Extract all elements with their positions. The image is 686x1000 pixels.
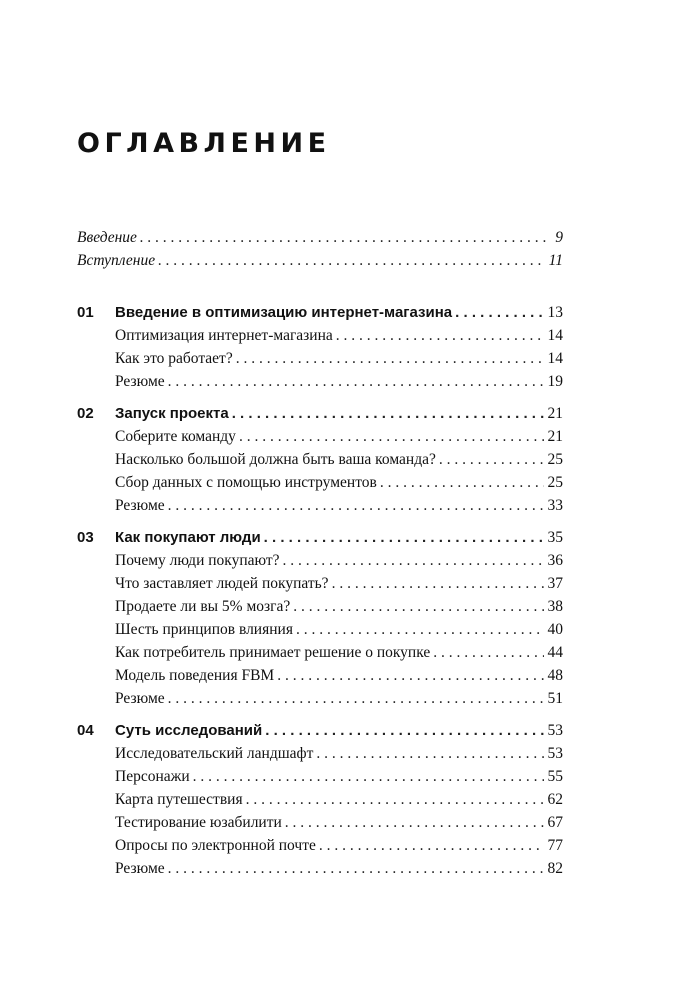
chapter-number: 01 (77, 304, 94, 321)
dot-leader (168, 857, 544, 880)
toc-section[interactable] (77, 471, 563, 494)
toc-page-number: 36 (547, 552, 563, 569)
toc-section[interactable] (77, 618, 563, 641)
toc-page-number: 67 (547, 814, 563, 831)
toc-page-number: 19 (547, 373, 563, 390)
dot-leader (332, 572, 544, 595)
section-title: Исследовательский ландшафт (115, 745, 314, 762)
toc-page-number: 40 (547, 621, 563, 638)
toc-page-number: 53 (547, 745, 563, 762)
dot-leader (316, 742, 543, 765)
toc-page-number: 37 (547, 575, 563, 592)
dot-leader (158, 249, 545, 272)
toc-section[interactable] (77, 324, 563, 347)
toc-section[interactable] (77, 788, 563, 811)
chapter-number: 04 (77, 722, 94, 739)
chapter-number: 03 (77, 529, 94, 546)
chapter-title: Суть исследований (115, 722, 263, 739)
dot-leader (265, 719, 543, 742)
toc-page-number: 77 (547, 837, 563, 854)
section-title: Опросы по электронной почте (115, 837, 316, 854)
dot-leader (232, 402, 544, 425)
toc-page-number: 25 (547, 474, 563, 491)
section-title: Оптимизация интернет-магазина (115, 327, 333, 344)
toc-section[interactable] (77, 370, 563, 393)
toc-page-number: 35 (547, 529, 563, 546)
dot-leader (168, 370, 544, 393)
section-title: Резюме (115, 373, 165, 390)
toc-page-number: 51 (547, 690, 563, 707)
toc-entry-title: Вступление (77, 252, 156, 269)
toc-section[interactable] (77, 664, 563, 687)
toc-page-number: 14 (547, 327, 563, 344)
dot-leader (168, 687, 544, 710)
dot-leader (264, 526, 544, 549)
toc-page-number: 53 (547, 722, 563, 739)
section-title: Персонажи (115, 768, 190, 785)
dot-leader (285, 811, 544, 834)
toc-page-number: 9 (555, 229, 563, 246)
section-title: Как потребитель принимает решение о покупке (115, 644, 431, 661)
toc-chapter-04[interactable] (77, 719, 563, 742)
section-title: Насколько большой должна быть ваша команда? (115, 451, 436, 468)
toc-section[interactable] (77, 448, 563, 471)
toc-page-number: 62 (547, 791, 563, 808)
toc-section[interactable] (77, 765, 563, 788)
toc-page-number: 21 (547, 405, 563, 422)
toc-page-number: 38 (547, 598, 563, 615)
dot-leader (380, 471, 544, 494)
section-title: Соберите команду (115, 428, 236, 445)
toc-section[interactable] (77, 641, 563, 664)
section-title: Тестирование юзабилити (115, 814, 282, 831)
toc-entry-title: Введение (77, 229, 137, 246)
section-title: Сбор данных с помощью инструментов (115, 474, 377, 491)
dot-leader (193, 765, 544, 788)
toc-section[interactable] (77, 494, 563, 517)
dot-leader (140, 226, 551, 249)
dot-leader (283, 549, 544, 572)
section-title: Резюме (115, 860, 165, 877)
dot-leader (296, 618, 544, 641)
toc-chapter-03[interactable] (77, 526, 563, 549)
chapter-title: Как покупают люди (115, 529, 261, 546)
toc-section[interactable] (77, 811, 563, 834)
toc-page-number: 55 (547, 768, 563, 785)
dot-leader (239, 425, 544, 448)
dot-leader (319, 834, 544, 857)
section-title: Шесть принципов влияния (115, 621, 293, 638)
toc-section[interactable] (77, 857, 563, 880)
section-title: Карта путешествия (115, 791, 243, 808)
toc-entry-introduction[interactable] (77, 226, 563, 249)
section-title: Резюме (115, 497, 165, 514)
chapter-title: Запуск проекта (115, 405, 229, 422)
dot-leader (293, 595, 543, 618)
toc-section[interactable] (77, 572, 563, 595)
toc-section[interactable] (77, 347, 563, 370)
toc-page-number: 13 (547, 304, 563, 321)
toc-page-number: 25 (547, 451, 563, 468)
dot-leader (277, 664, 543, 687)
dot-leader (236, 347, 544, 370)
dot-leader (168, 494, 544, 517)
toc-page-number: 11 (548, 252, 563, 269)
dot-leader (455, 301, 543, 324)
toc-section[interactable] (77, 595, 563, 618)
section-title: Как это работает? (115, 350, 233, 367)
page-title: ОГЛАВЛЕНИЕ (77, 128, 331, 159)
toc-page-number: 48 (547, 667, 563, 684)
toc-section[interactable] (77, 742, 563, 765)
dot-leader (433, 641, 543, 664)
toc-section[interactable] (77, 549, 563, 572)
dot-leader (439, 448, 544, 471)
toc-section[interactable] (77, 687, 563, 710)
toc-entry-preface[interactable] (77, 249, 563, 272)
toc-page-number: 14 (547, 350, 563, 367)
section-title: Продаете ли вы 5% мозга? (115, 598, 291, 615)
toc-section[interactable] (77, 834, 563, 857)
chapter-number: 02 (77, 405, 94, 422)
toc-chapter-02[interactable] (77, 402, 563, 425)
section-title: Что заставляет людей покупать? (115, 575, 329, 592)
dot-leader (246, 788, 544, 811)
toc-page-number: 44 (547, 644, 563, 661)
toc-page-number: 82 (547, 860, 563, 877)
section-title: Модель поведения FBM (115, 667, 275, 684)
section-title: Почему люди покупают? (115, 552, 280, 569)
toc-page-number: 33 (547, 497, 563, 514)
dot-leader (336, 324, 544, 347)
toc-chapter-01[interactable] (77, 301, 563, 324)
toc-page-number: 21 (547, 428, 563, 445)
section-title: Резюме (115, 690, 165, 707)
chapter-title: Введение в оптимизацию интернет-магазина (115, 304, 453, 321)
table-of-contents (77, 226, 563, 880)
toc-section[interactable] (77, 425, 563, 448)
